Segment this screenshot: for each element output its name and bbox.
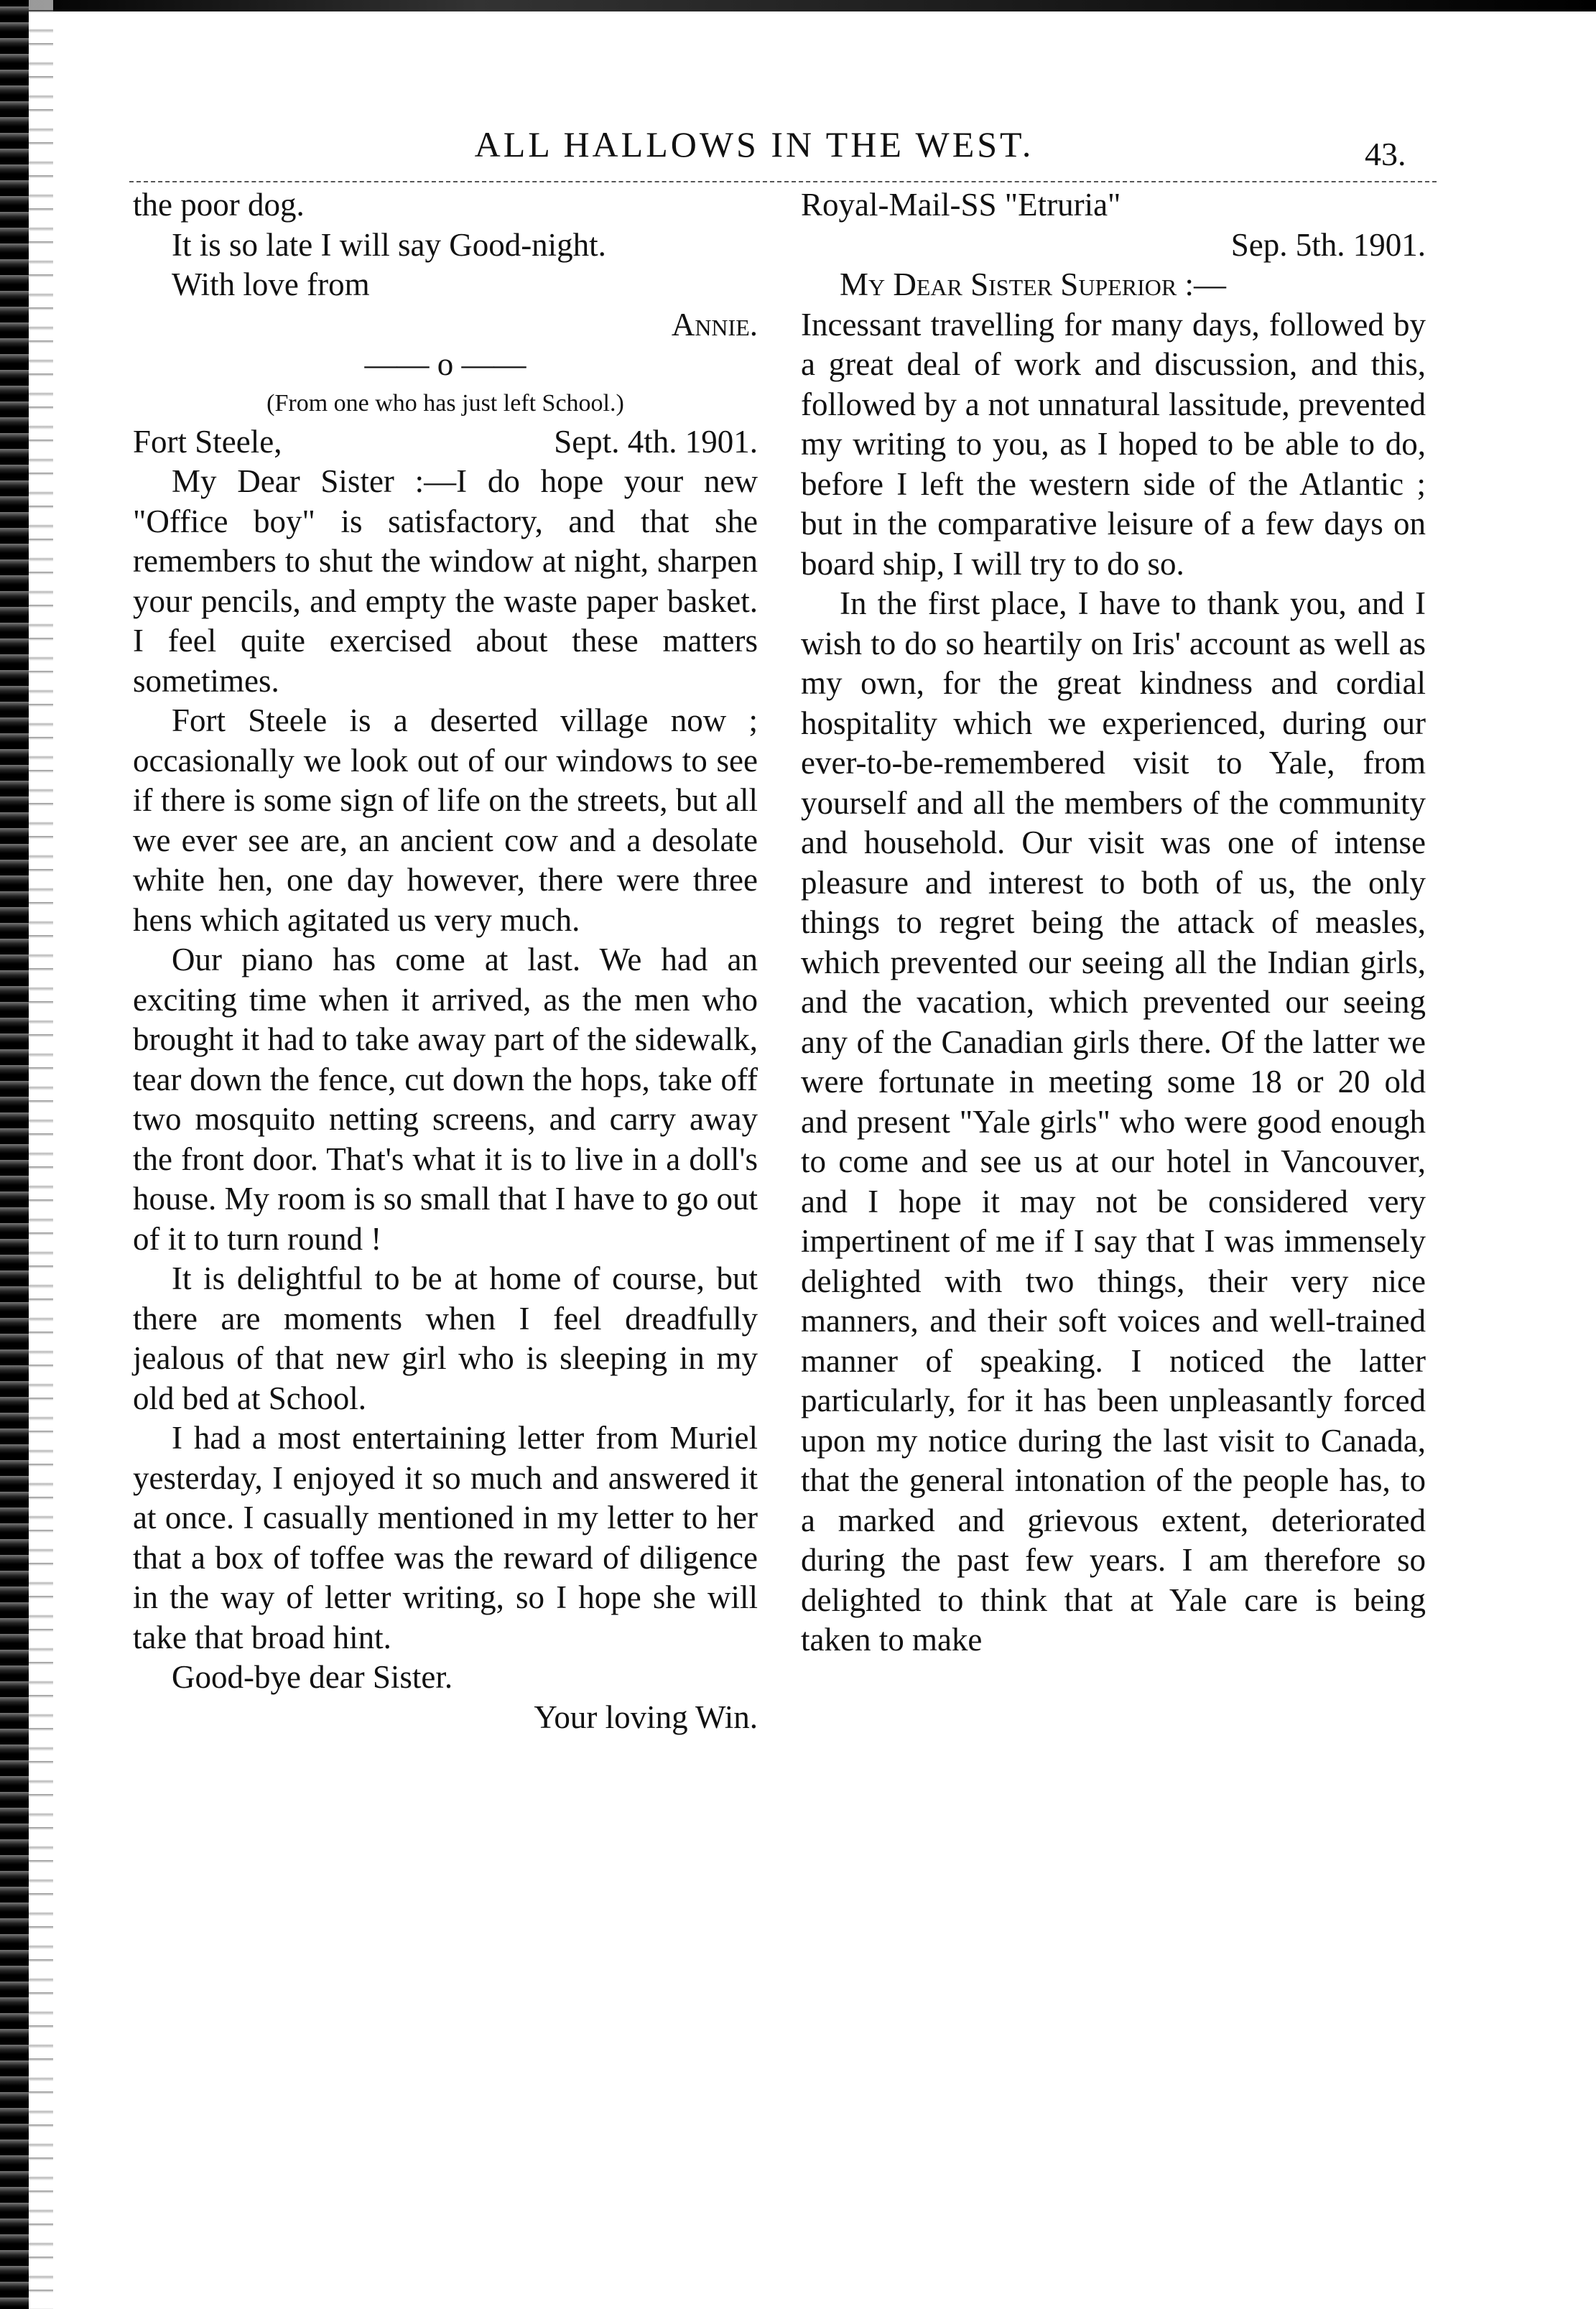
paragraph: Fort Steele is a deserted village now ; occasionally we look out of our windows to see if there is some sign of life on the streets, but all we ever see are, an ancient cow and a desolate white hen, one day however, there were three hens which agitated us very much. <box>133 702 758 938</box>
right-column <box>801 185 1426 1660</box>
dateline-date: Sept. 4th. 1901. <box>554 423 758 460</box>
running-header: ALL HALLOWS IN THE WEST. <box>474 124 1034 164</box>
paragraph: It is delightful to be at home of course, but there are moments when I feel dreadfully jealous of that new girl who is sleeping in my old bed at School. <box>133 1260 758 1416</box>
scan-top-edge <box>0 0 1596 11</box>
paragraph: In the first place, I have to thank you, and I wish to do so heartily on Iris' account as well as my own, for the great kindness and cordial hospitality which we experienced, during our ever-to-be-remembered visit to Yale, from yourself and all the members of the community and household. Our visit was one of intense pleasure and interest to both of us, the only things to regret being the attack of measles, which prevented our seeing all the Indian girls, and the vacation, which prevented our seeing any of the Canadian girls there. Of the latter we were fortunate in meeting some 18 or 20 old and present "Yale girls" who were good enough to come and see us at our hotel in Vancouver, and I hope it may not be considered very impertinent of me if I say that I was immensely delighted with two things, their very nice manners, and their soft voices and well-trained manner of speaking. I noticed the latter particularly, for it has been unpleasantly forced upon my notice during the last visit to Canada, that the general intonation of the people has, to a marked and grievous extent, deteriorated during the past few years. I am therefore so delighted to think that at Yale care is being taken to make <box>801 585 1426 1658</box>
paragraph: Our piano has come at last. We had an exciting time when it arrived, as the men who brought it had to take away part of the sidewalk, tear down the fence, cut down the hops, take off two mosquito netting screens, and carry away the front door. That's what it is to live in a doll's house. My room is so small that I have to go out of it to turn round ! <box>133 942 758 1257</box>
signature-annie: Annie. <box>671 306 758 343</box>
letter-date: Sep. 5th. 1901. <box>1230 226 1426 263</box>
paragraph: Good-bye dear Sister. <box>172 1659 453 1695</box>
left-column <box>133 185 758 1737</box>
paragraph: Incessant travelling for many days, followed by a great deal of work and discussion, and this, followed by a not unnatural lassitude, prevented my writing to you, as I hoped to be able to do, before I left the western side of the Atlantic ; but in the comparative leisure of a few days on board ship, I will try to do so. <box>801 306 1426 582</box>
signature-win: Your loving Win. <box>534 1699 758 1735</box>
page-number: 43. <box>1365 136 1406 172</box>
paragraph: With love from <box>172 266 370 302</box>
dateline <box>133 422 758 463</box>
salutation: My Dear Sister Superior :— <box>840 266 1226 302</box>
paragraph: I had a most entertaining letter from Muriel yesterday, I enjoyed it so much and answered it at once. I casually mentioned in my letter to her that a box of toffee was the reward of diligence in the way of letter writing, so I hope she will take that broad hint. <box>133 1420 758 1655</box>
separator: —— o —— <box>364 346 526 382</box>
header-rule <box>129 181 1437 182</box>
dateline-place: Fort Steele, <box>133 423 282 460</box>
editor-note: (From one who has just left School.) <box>266 389 624 417</box>
ship-heading: Royal-Mail-SS "Etruria" <box>801 187 1121 223</box>
paragraph: the poor dog. <box>133 187 305 223</box>
scan-binding-shadow <box>29 0 53 2309</box>
scan-binding-edge <box>0 0 29 2309</box>
paragraph: It is so late I will say Good-night. <box>172 226 606 263</box>
paragraph: My Dear Sister :—I do hope your new "Office boy" is satisfactory, and that she remembers to shut the window at night, sharpen your pencils, and empty the waste paper basket. I feel quite exercised about these matters sometimes. <box>133 463 758 699</box>
